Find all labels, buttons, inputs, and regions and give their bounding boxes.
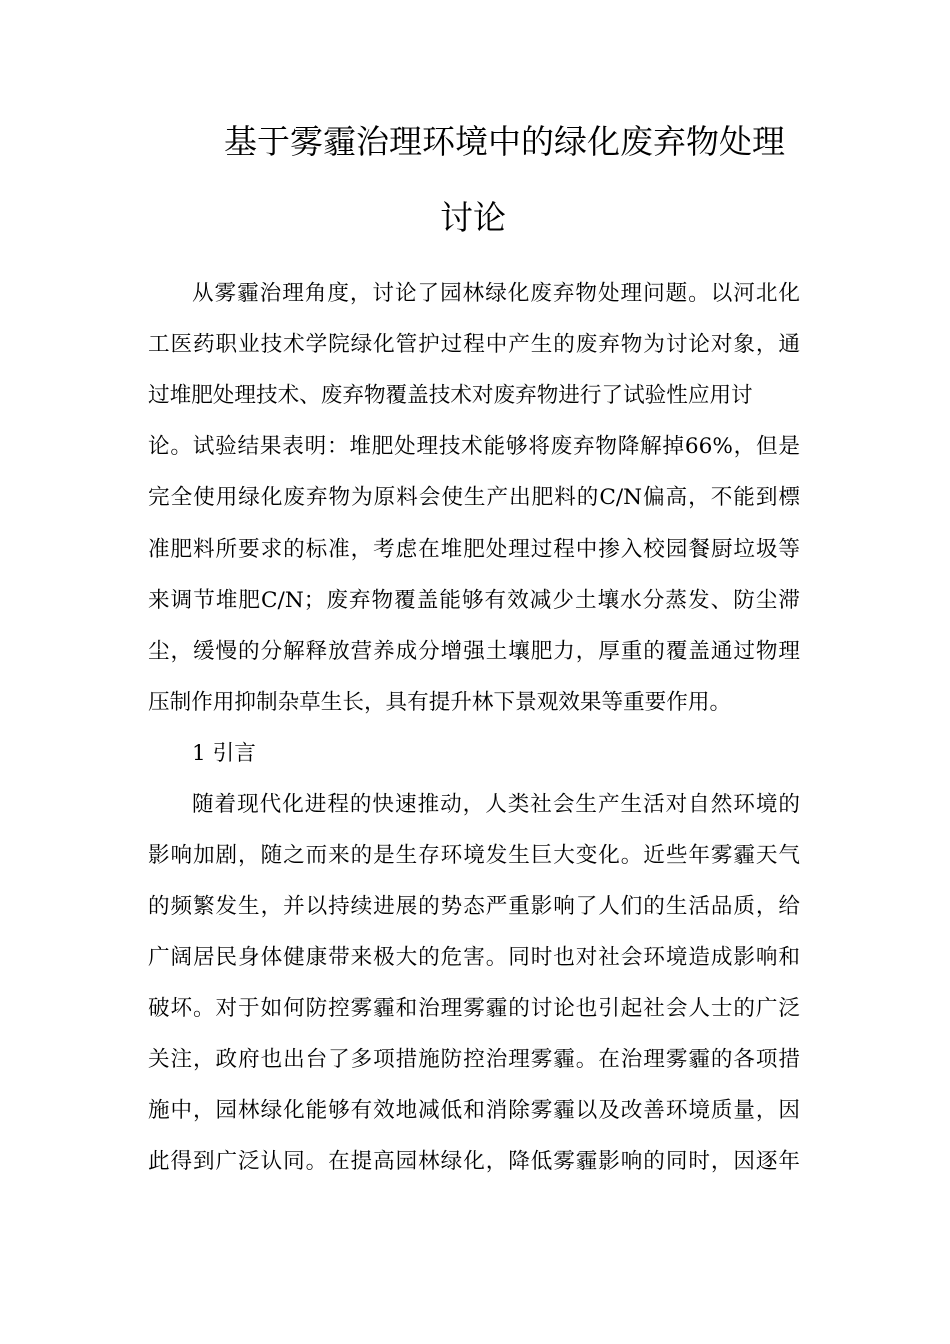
intro-line-8: 此得到广泛认同。在提高园林绿化，降低雾霾影响的同时，因逐年 bbox=[148, 1149, 800, 1174]
section-heading-introduction: 1 引言 bbox=[192, 741, 256, 766]
abstract-line-7: 来调节堆肥C/N；废弃物覆盖能够有效减少土壤水分蒸发、防尘滞 bbox=[148, 588, 800, 613]
intro-line-5: 破坏。对于如何防控雾霾和治理雾霾的讨论也引起社会人士的广泛 bbox=[148, 996, 800, 1021]
abstract-line-4: 论。试验结果表明：堆肥处理技术能够将废弃物降解掉66%，但是 bbox=[148, 434, 800, 459]
intro-line-3: 的频繁发生，并以持续进展的势态严重影响了人们的生活品质，给 bbox=[148, 894, 800, 919]
abstract-line-2: 工医药职业技术学院绿化管护过程中产生的废弃物为讨论对象，通 bbox=[148, 332, 800, 357]
intro-line-6: 关注，政府也出台了多项措施防控治理雾霾。在治理雾霾的各项措 bbox=[148, 1047, 800, 1072]
intro-line-4: 广阔居民身体健康带来极大的危害。同时也对社会环境造成影响和 bbox=[148, 945, 800, 970]
intro-line-1: 随着现代化进程的快速推动，人类社会生产生活对自然环境的 bbox=[192, 792, 800, 817]
abstract-line-5: 完全使用绿化废弃物为原料会使生产出肥料的C/N偏高，不能到標 bbox=[148, 485, 800, 510]
intro-line-7: 施中，园林绿化能够有效地减低和消除雾霾以及改善环境质量，因 bbox=[148, 1098, 800, 1123]
document-title-line-2: 讨论 bbox=[440, 198, 506, 237]
document-title-line-1: 基于雾霾治理环境中的绿化废弃物处理 bbox=[224, 122, 785, 161]
abstract-line-9: 压制作用抑制杂草生长，具有提升林下景观效果等重要作用。 bbox=[148, 690, 732, 715]
abstract-line-8: 尘，缓慢的分解释放营养成分增强土壤肥力，厚重的覆盖通过物理 bbox=[148, 639, 800, 664]
abstract-line-3: 过堆肥处理技术、废弃物覆盖技术对废弃物进行了试验性应用讨 bbox=[148, 383, 753, 408]
abstract-line-6: 准肥料所要求的标准，考虑在堆肥处理过程中掺入校园餐厨垃圾等 bbox=[148, 537, 800, 562]
intro-line-2: 影响加剧，随之而来的是生存环境发生巨大变化。近些年雾霾天气 bbox=[148, 843, 800, 868]
abstract-line-1: 从雾霾治理角度，讨论了园林绿化废弃物处理问题。以河北化 bbox=[192, 281, 800, 306]
